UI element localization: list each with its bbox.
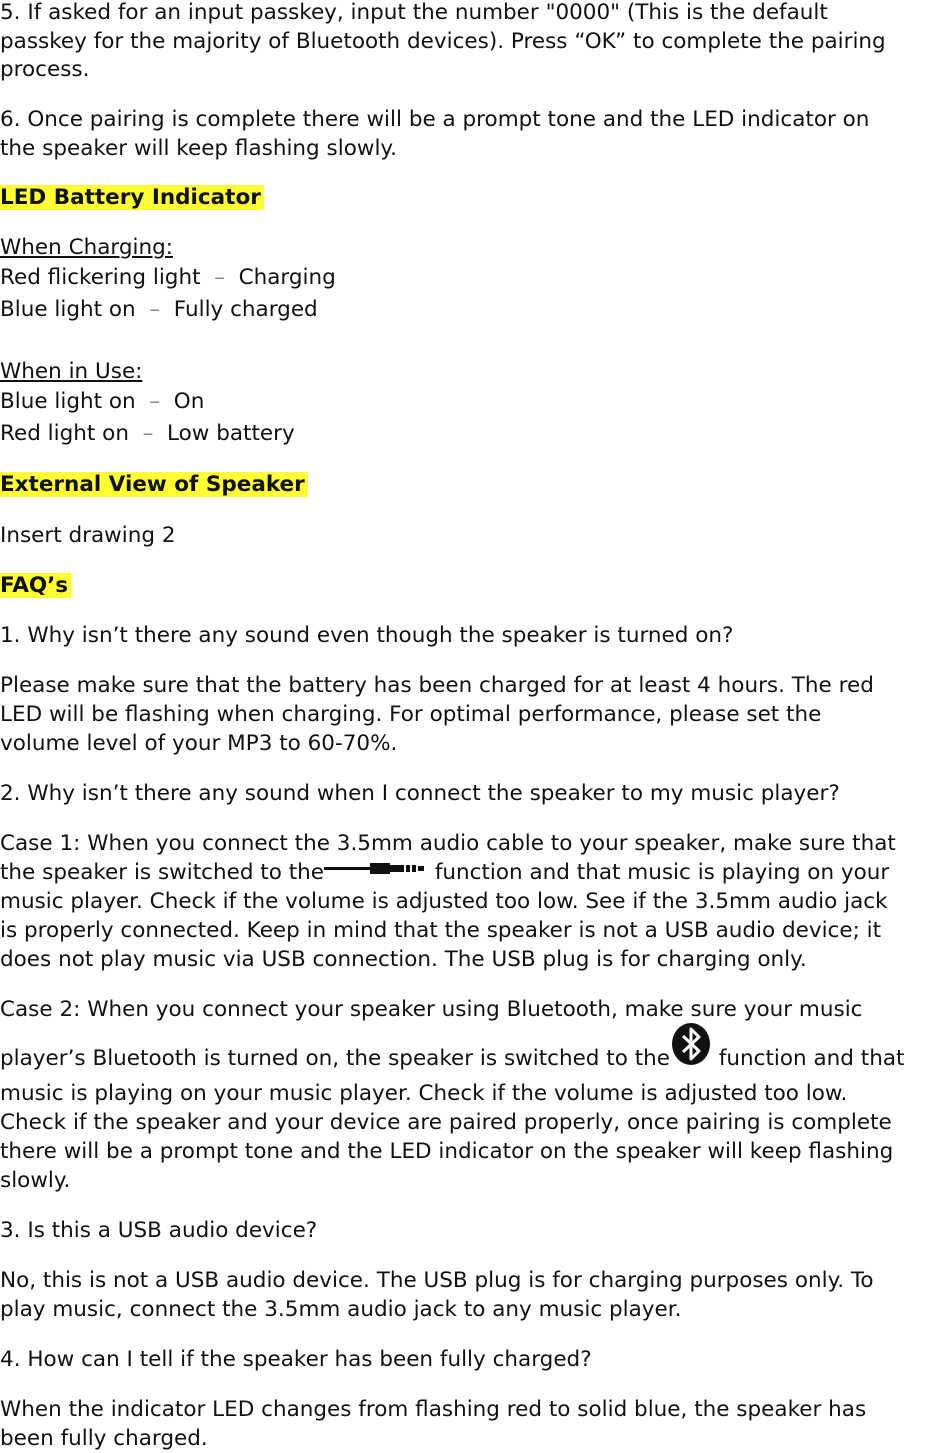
charging-row-blue — [0, 295, 318, 324]
faq-question-1: 1. Why isn’t there any sound even though the speaker is turned on? — [0, 623, 734, 648]
faq-heading-text: FAQ’s — [0, 573, 71, 598]
external-view-heading — [0, 470, 308, 499]
led-battery-heading — [0, 183, 264, 212]
in-use-row-red-dash: – — [142, 421, 154, 446]
in-use-row-blue — [0, 387, 204, 416]
case2-line-2-start: player’s Bluetooth is turned on, the speaker is switched to the — [0, 1046, 670, 1071]
bluetooth-icon — [670, 1022, 712, 1074]
faq-answer-1-line-3: volume level of your MP3 to 60-70%. — [0, 731, 398, 756]
faq-answer-3-line-1: No, this is not a USB audio device. The USB plug is for charging purposes only. To — [0, 1268, 874, 1293]
in-use-row-red — [0, 419, 295, 448]
faq-question-3: 3. Is this a USB audio device? — [0, 1218, 318, 1243]
faq-question-2: 2. Why isn’t there any sound when I connect the speaker to my music player? — [0, 781, 840, 806]
step6-line-1: 6. Once pairing is complete there will be a prompt tone and the LED indicator on — [0, 107, 870, 132]
insert-drawing-note: Insert drawing 2 — [0, 523, 176, 548]
faq-answer-4-line-2: been fully charged. — [0, 1426, 208, 1451]
in-use-heading — [0, 357, 142, 386]
in-use-row-blue-dash: – — [149, 389, 161, 414]
case2-line-4: Check if the speaker and your device are paired properly, once pairing is complete — [0, 1110, 892, 1135]
case1-line-1: Case 1: When you connect the 3.5mm audio cable to your speaker, make sure that — [0, 831, 896, 856]
charging-row-blue-state: Blue light on — [0, 297, 136, 322]
case2-line-2 — [0, 1044, 904, 1074]
in-use-row-red-state: Red light on — [0, 421, 129, 446]
case2-line-1: Case 2: When you connect your speaker using Bluetooth, make sure your music — [0, 997, 863, 1022]
in-use-row-blue-meaning: On — [173, 389, 205, 414]
case2-line-6: slowly. — [0, 1168, 71, 1193]
case2-line-5: there will be a prompt tone and the LED indicator on the speaker will keep flashing — [0, 1139, 894, 1164]
charging-heading-text: When Charging: — [0, 235, 173, 260]
step5-line-2: passkey for the majority of Bluetooth devices). Press “OK” to complete the pairing — [0, 29, 886, 54]
charging-heading — [0, 233, 173, 262]
in-use-row-blue-state: Blue light on — [0, 389, 136, 414]
faq-answer-4-line-1: When the indicator LED changes from flashing red to solid blue, the speaker has — [0, 1397, 867, 1422]
led-battery-heading-text: LED Battery Indicator — [0, 185, 264, 210]
step5-line-3: process. — [0, 57, 90, 82]
charging-row-red — [0, 263, 336, 292]
case2-line-3: music is playing on your music player. Check if the volume is adjusted too low. — [0, 1081, 848, 1106]
in-use-heading-text: When in Use: — [0, 359, 143, 384]
charging-row-blue-dash: – — [149, 297, 161, 322]
step6-line-2: the speaker will keep flashing slowly. — [0, 136, 397, 161]
faq-answer-3-line-2: play music, connect the 3.5mm audio jack to any music player. — [0, 1297, 682, 1322]
faq-question-4: 4. How can I tell if the speaker has been fully charged? — [0, 1347, 592, 1372]
case1-line-2 — [0, 858, 889, 888]
case1-line-4: is properly connected. Keep in mind that the speaker is not a USB audio device; it — [0, 918, 882, 943]
audio-jack-icon — [324, 858, 428, 888]
faq-answer-1-line-2: LED will be flashing when charging. For optimal performance, please set the — [0, 702, 822, 727]
case2-line-2-end: function and that — [712, 1046, 905, 1071]
charging-row-red-meaning: Charging — [238, 265, 336, 290]
case1-line-2-start: the speaker is switched to the — [0, 860, 325, 885]
external-view-heading-text: External View of Speaker — [0, 472, 308, 497]
charging-row-red-state: Red flickering light — [0, 265, 201, 290]
step5-line-1: 5. If asked for an input passkey, input the number "0000" (This is the default — [0, 0, 828, 25]
case1-line-3: music player. Check if the volume is adjusted too low. See if the 3.5mm audio jack — [0, 889, 888, 914]
charging-row-red-dash: – — [214, 265, 225, 290]
faq-answer-1-line-1: Please make sure that the battery has been charged for at least 4 hours. The red — [0, 673, 874, 698]
in-use-row-red-meaning: Low battery — [167, 421, 295, 446]
case1-line-5: does not play music via USB connection. The USB plug is for charging only. — [0, 947, 807, 972]
case1-line-2-end: function and that music is playing on your — [428, 860, 890, 885]
charging-row-blue-meaning: Fully charged — [173, 297, 318, 322]
faq-heading — [0, 571, 71, 600]
